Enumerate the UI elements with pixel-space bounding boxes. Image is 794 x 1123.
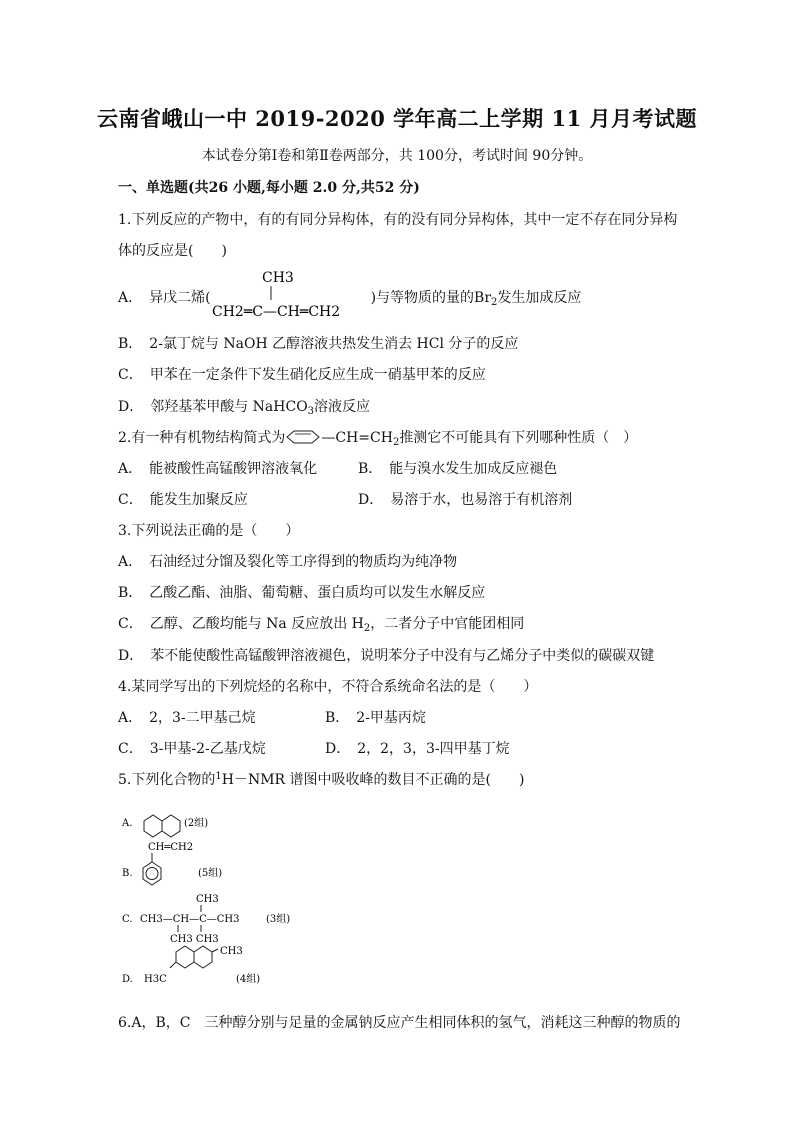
q3-option-c-post: ，二者分子中官能团相同 <box>370 616 525 632</box>
q5-a-groups: (2组) <box>184 818 209 829</box>
q5-c-ch3-bot: CH3 CH3 <box>170 934 219 945</box>
q5-c-main: CH3—CH—C—CH3 <box>140 914 240 925</box>
q1-option-d <box>118 396 370 417</box>
isoprene-structure <box>210 266 372 322</box>
q2-stem <box>118 427 637 448</box>
naphthalene-structure <box>144 815 180 837</box>
q2-option-d: D． 易溶于水，也易溶于有机溶剂 <box>358 492 573 508</box>
q4-option-b: B． 2-甲基丙烷 <box>325 710 426 726</box>
page-title: 云南省峨山一中 2019-2020 学年高二上学期 11 月月考试题 <box>96 106 698 131</box>
q1-option-a-prefix: A． 异戊二烯( <box>118 290 211 306</box>
q3-option-c-pre: C． 乙醇、乙酸均能与 Na 反应放出 H <box>118 616 364 632</box>
q5-a-label: A. <box>122 818 133 829</box>
q2-stem-pre: 2.有一种有机物结构简式为 <box>118 430 286 446</box>
benzene-ring-icon <box>285 430 321 444</box>
q5-stem-pre: 5.下列化合物的 <box>118 772 216 788</box>
q1-option-d-pre: D． 邻羟基苯甲酸与 NaHCO <box>118 399 308 415</box>
q3-option-a: A． 石油经过分馏及裂化等工序得到的物质均为纯净物 <box>118 554 458 570</box>
q4-option-d: D． 2，2，3，3-四甲基丁烷 <box>325 741 510 757</box>
q4-option-c: C． 3-甲基-2-乙基戊烷 <box>118 741 266 757</box>
isoprene-main: CH2═C—CH═CH2 <box>212 304 341 320</box>
q5-d-ch3: CH3 <box>220 946 243 957</box>
q5-d-h3c: H3C <box>144 974 167 985</box>
q1-option-d-sub: 3 <box>307 406 315 417</box>
q3-option-b: B． 乙酸乙酯、油脂、葡萄糖、蛋白质均可以发生水解反应 <box>118 585 486 601</box>
q5-d-groups: (4组) <box>236 974 261 985</box>
q2-option-b: B． 能与溴水发生加成反应褪色 <box>358 461 558 477</box>
q3-stem: 3.下列说法正确的是（ ） <box>118 523 300 539</box>
q3-option-c-sub: 2 <box>363 623 371 634</box>
q4-stem: 4.某同学写出的下列烷烃的名称中，不符合系统命名法的是（ ） <box>118 679 538 695</box>
q2-option-c: C． 能发生加聚反应 <box>118 492 248 508</box>
q5-b-vinyl: CH═CH2 <box>148 842 194 853</box>
q6-stem: 6.A，B，C 三种醇分别与足量的金属钠反应产生相同体积的氢气，消耗这三种醇的物质的 <box>118 1015 681 1031</box>
section-heading: 一、单选题(共26 小题,每小题 2.0 分,共52 分) <box>118 180 420 196</box>
q1-option-a-suffix: )与等物质的量的Br <box>370 290 492 306</box>
q2-stem-post: 推测它不可能具有下列哪种性质（ ） <box>399 430 638 446</box>
q1-option-a-tail: 发生加成反应 <box>497 290 582 306</box>
q1-option-a-sub: 2 <box>491 297 498 308</box>
q2-stem-group: —CH=CH <box>321 430 393 446</box>
q5-stem <box>118 769 524 789</box>
q3-option-c <box>118 613 524 634</box>
q1-stem-line2: 体的反应是( ) <box>118 243 227 259</box>
q5-c-label: C. <box>122 914 133 925</box>
dimethylnaphthalene-structure <box>170 946 218 968</box>
benzene-ring-structure <box>143 862 161 885</box>
q4-option-a: A． 2，3-二甲基己烷 <box>118 710 256 726</box>
q5-b-groups: (5组) <box>198 868 223 879</box>
q2-stem-sub: 2 <box>392 437 400 448</box>
q1-option-d-post: 溶液反应 <box>314 399 371 415</box>
q1-stem-line1: 1.下列反应的产物中，有的有同分异构体，有的没有同分异构体，其中一定不存在同分异构 <box>118 212 678 228</box>
q5-stem-post: H－NMR 谱图中吸收峰的数目不正确的是( ) <box>221 772 525 788</box>
q5-structures-figure <box>118 802 338 992</box>
q5-b-label: B. <box>122 868 133 879</box>
q2-option-a: A． 能被酸性高锰酸钾溶液氧化 <box>118 461 318 477</box>
q5-d-label: D. <box>122 974 133 985</box>
q1-option-c: C． 甲苯在一定条件下发生硝化反应生成一硝基甲苯的反应 <box>118 367 486 383</box>
page-subtitle: 本试卷分第Ⅰ卷和第Ⅱ卷两部分，共 100分，考试时间 90分钟。 <box>201 148 593 164</box>
q5-c-groups: (3组) <box>266 914 291 925</box>
q1-option-b: B． 2-氯丁烷与 NaOH 乙醇溶液共热发生消去 HCl 分子的反应 <box>118 336 519 352</box>
q5-c-ch3-top: CH3 <box>196 894 219 905</box>
q3-option-d: D． 苯不能使酸性高锰酸钾溶液褪色，说明苯分子中没有与乙烯分子中类似的碳碳双键 <box>118 648 655 664</box>
q5-stem-sup: 1 <box>215 771 222 782</box>
isoprene-ch3: CH3 <box>262 270 294 286</box>
